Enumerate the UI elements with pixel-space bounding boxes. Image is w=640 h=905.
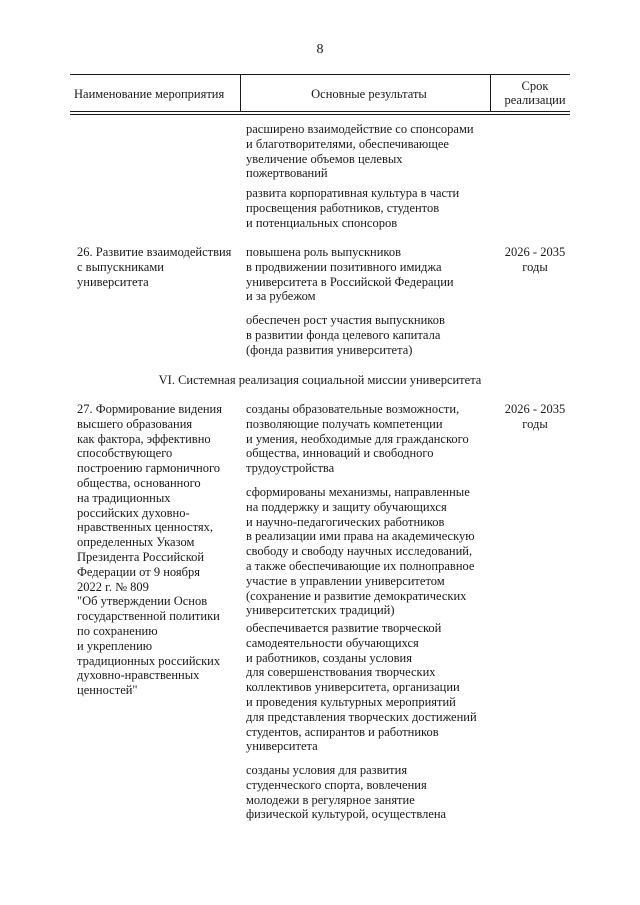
activity-27-result-mechanisms: сформированы механизмы, направленные на поддержку и защиту обучающихся и научно-педагогических работников в реализации ими права на академическую свободу и свободу научных исследований, а также обеспечивающие их полноправное участие в управлении университетом (сохранение и развитие демократических университетских традиций) <box>246 485 475 618</box>
result-corporate-culture: развита корпоративная культура в части просвещения работников, студентов и потенциальных спонсоров <box>246 186 460 230</box>
activity-26-result-fund: обеспечен рост участия выпускников в развитии фонда целевого капитала (фонда развития университета) <box>246 313 445 357</box>
section-heading: VI. Системная реализация социальной миссии университета <box>158 373 482 387</box>
header-main-results: Основные результаты <box>311 87 427 101</box>
activity-27-name: 27. Формирование видения высшего образования как фактора, эффективно способствующего построению гармоничного общества, основанного на традиционных российских духовно- нравственных ценностях, определенных Указом Президента Российской Федерации от 9 ноября 2022 г. № 809 "Об утверждении Основ государственной политики по сохранению и укреплению традиционных российских духовно-нравственных ценностей" <box>77 402 223 698</box>
table-header-rule <box>70 111 570 112</box>
result-sponsors: расширено взаимодействие со спонсорами и благотворителями, обеспечивающее увеличение объемов целевых пожертвований <box>246 122 474 181</box>
activity-27-result-sport: созданы условия для развития студенческого спорта, вовлечения молодежи в регулярное занятие физической культурой, осуществлена <box>246 763 447 822</box>
header-term: Срок реализации <box>504 79 566 107</box>
header-activity-name: Наименование мероприятия <box>74 87 225 101</box>
activity-26-name: 26. Развитие взаимодействия с выпускниками университета <box>77 245 232 289</box>
table-header-rule-second <box>70 114 570 115</box>
activity-26-term: 2026 - 2035 годы <box>504 245 566 274</box>
activity-27-term: 2026 - 2035 годы <box>504 402 566 431</box>
page-number: 8 <box>316 42 324 57</box>
activity-26-result-image: повышена роль выпускников в продвижении позитивного имиджа университета в Российской Федерации и за рубежом <box>246 245 454 304</box>
activity-27-result-creativity: обеспечивается развитие творческой самодеятельности обучающихся и работников, созданы условия для совершенствования творческих коллективов университета, организации и проведения культурных мероприятий для представления творческих достижений студентов, аспирантов и работников университета <box>246 621 477 754</box>
activity-27-result-opportunities: созданы образовательные возможности, позволяющие получать компетенции и умения, необходимые для гражданского общества, инноваций и свободного трудоустройства <box>246 402 469 476</box>
table-top-rule <box>70 74 570 75</box>
header-divider-left <box>240 74 241 111</box>
